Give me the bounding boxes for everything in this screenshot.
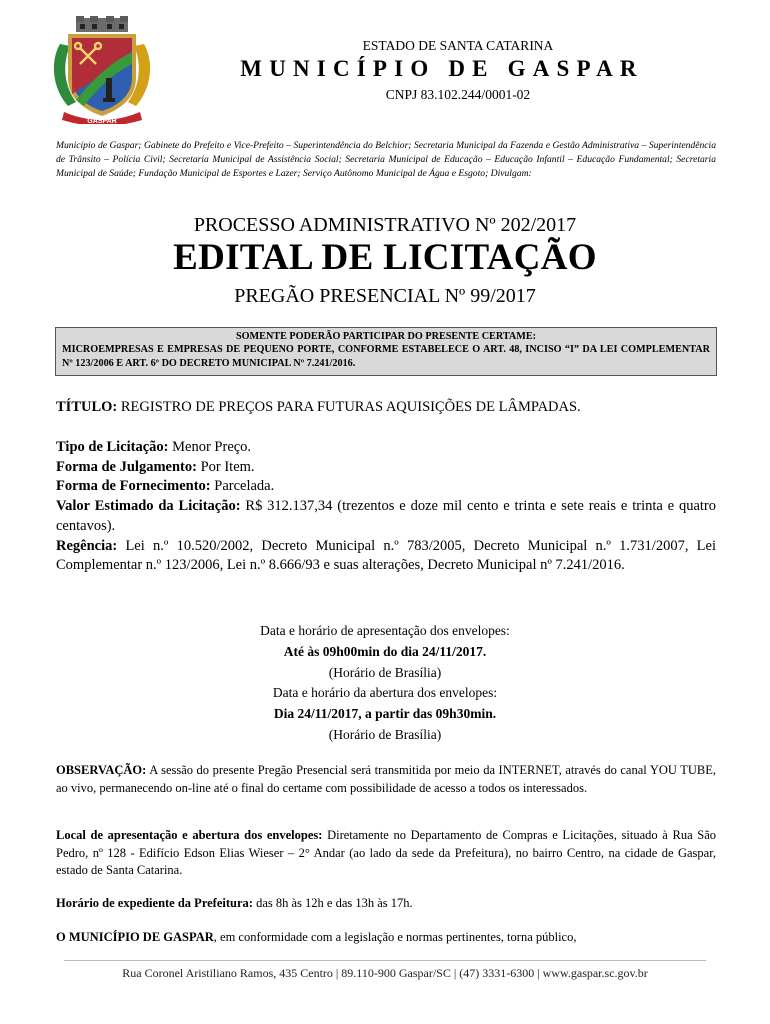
- spec-label: Regência:: [56, 537, 118, 554]
- office-hours-paragraph: [56, 895, 716, 913]
- pregao-number: PREGÃO PRESENCIAL Nº 99/2017: [234, 285, 536, 307]
- notice-heading: SOMENTE PODERÃO PARTICIPAR DO PRESENTE CERTAME:: [235, 331, 537, 342]
- notice-body: MICROEMPRESAS E EMPRESAS DE PEQUENO PORTE, CONFORME ESTABELECE O ART. 48, INCISO “I” DA LEI COMPLEMENTAR Nº 123/2006 E ART. 6º DO DECRETO MUNICIPAL Nº 7.241/2016.: [62, 344, 710, 369]
- footer-address: Rua Coronel Aristiliano Ramos, 435 Centro | 89.110-900 Gaspar/SC | (47) 3331-6300 | www.gaspar.sc.gov.br: [122, 966, 648, 980]
- spec-label: Forma de Julgamento:: [56, 458, 197, 475]
- presentation-datetime: [0, 642, 770, 663]
- spec-value: R$ 312.137,34 (trezentos e doze mil cento e trinta e sete reais e trinta e quatro centavos).: [56, 498, 717, 534]
- location-paragraph: [56, 827, 716, 880]
- cnpj: CNPJ 83.102.244/0001-02: [385, 87, 531, 102]
- opening-label: Data e horário da abertura dos envelopes:: [272, 685, 498, 701]
- document-title: EDITAL DE LICITAÇÃO: [173, 237, 597, 278]
- closing-paragraph: [56, 929, 716, 947]
- title-value: REGISTRO DE PREÇOS PARA FUTURAS AQUISIÇÕES DE LÂMPADAS.: [120, 399, 581, 415]
- location-text: Diretamente no Departamento de Compras e Licitações, situado à Rua São Pedro, nº 128 - Edifício Edson Elias Wieser – 2° Andar (ao lado da sede da Prefeitura), no bairro Centro, na cidade de Gaspar, estado de Santa Catarina.: [56, 828, 716, 878]
- spec-label: Tipo de Licitação:: [56, 439, 169, 455]
- closing-text: , em conformidade com a legislação e normas pertinentes, torna público,: [213, 930, 577, 944]
- presentation-label: Data e horário de apresentação dos envelopes:: [260, 623, 510, 638]
- opening-value: Dia 24/11/2017, a partir das 09h30min.: [273, 706, 497, 722]
- title-line: [56, 399, 716, 416]
- spec-value: Menor Preço.: [172, 439, 252, 455]
- process-number: PROCESSO ADMINISTRATIVO Nº 202/2017: [193, 214, 577, 236]
- observation-label: OBSERVAÇÃO:: [56, 763, 147, 777]
- spec-label: Valor Estimado da Licitação:: [56, 498, 241, 515]
- spec-item: [56, 477, 716, 497]
- observation-text: A sessão do presente Pregão Presencial será transmitida por meio da INTERNET, através do canal YOU TUBE, ao vivo, permanecendo on-line até o final do certame com possibilidade de acesso a todos os interessados.: [56, 763, 716, 795]
- location-label: Local de apresentação e abertura dos envelopes:: [56, 828, 323, 842]
- spec-value: Lei n.º 10.520/2002, Decreto Municipal n.º 783/2005, Decreto Municipal n.º 1.731/2007, Lei Complementar n.º 123/2006, Lei n.º 8.666/93 e suas alterações, Decreto Municipal nº 7.241/2016.: [56, 537, 716, 574]
- municipality-name: MUNICÍPIO DE GASPAR: [240, 56, 644, 81]
- participation-notice: [55, 327, 717, 376]
- spec-item: [56, 458, 716, 478]
- bid-specifications: [56, 438, 716, 576]
- opening-datetime: [0, 704, 770, 725]
- issuing-bodies-paragraph: Município de Gaspar; Gabinete do Prefeito e Vice-Prefeito – Superintendência do Belchior; Secretaria Municipal da Fazenda e Gestão Administrativa – Superintendência de Trânsito – Polícia Civil; Secretaria Municipal de Assistência Social; Secretaria Municipal de Educação – Educação Infantil – Educação Fundamental; Secretaria Municipal de Saúde; Fundação Municipal de Esportes e Lazer; Serviço Autônomo Municipal de Água e Esgoto; Divulgam:: [56, 140, 716, 180]
- spec-label: Forma de Fornecimento:: [56, 478, 211, 495]
- spec-item: [56, 537, 716, 576]
- state-name: ESTADO DE SANTA CATARINA: [362, 38, 554, 53]
- schedule-block: [0, 621, 770, 746]
- closing-label: O MUNICÍPIO DE GASPAR: [56, 930, 214, 944]
- presentation-value: Até às 09h00min do dia 24/11/2017.: [283, 643, 487, 659]
- spec-item: [56, 497, 716, 536]
- observation-paragraph: [56, 762, 716, 797]
- spec-value: Por Item.: [200, 458, 255, 475]
- office-hours-text: das 8h às 12h e das 13h às 17h.: [256, 896, 413, 910]
- spec-item: [56, 438, 716, 458]
- title-label: TÍTULO:: [56, 399, 118, 415]
- timezone-note: (Horário de Brasília): [328, 726, 442, 742]
- spec-value: Parcelada.: [214, 478, 275, 495]
- office-hours-label: Horário de expediente da Prefeitura:: [56, 896, 253, 910]
- footer-divider: [64, 960, 706, 961]
- coat-of-arms-icon: [46, 16, 158, 124]
- timezone-note: (Horário de Brasília): [328, 664, 442, 680]
- crest-ribbon-text: GASPAR: [87, 118, 117, 124]
